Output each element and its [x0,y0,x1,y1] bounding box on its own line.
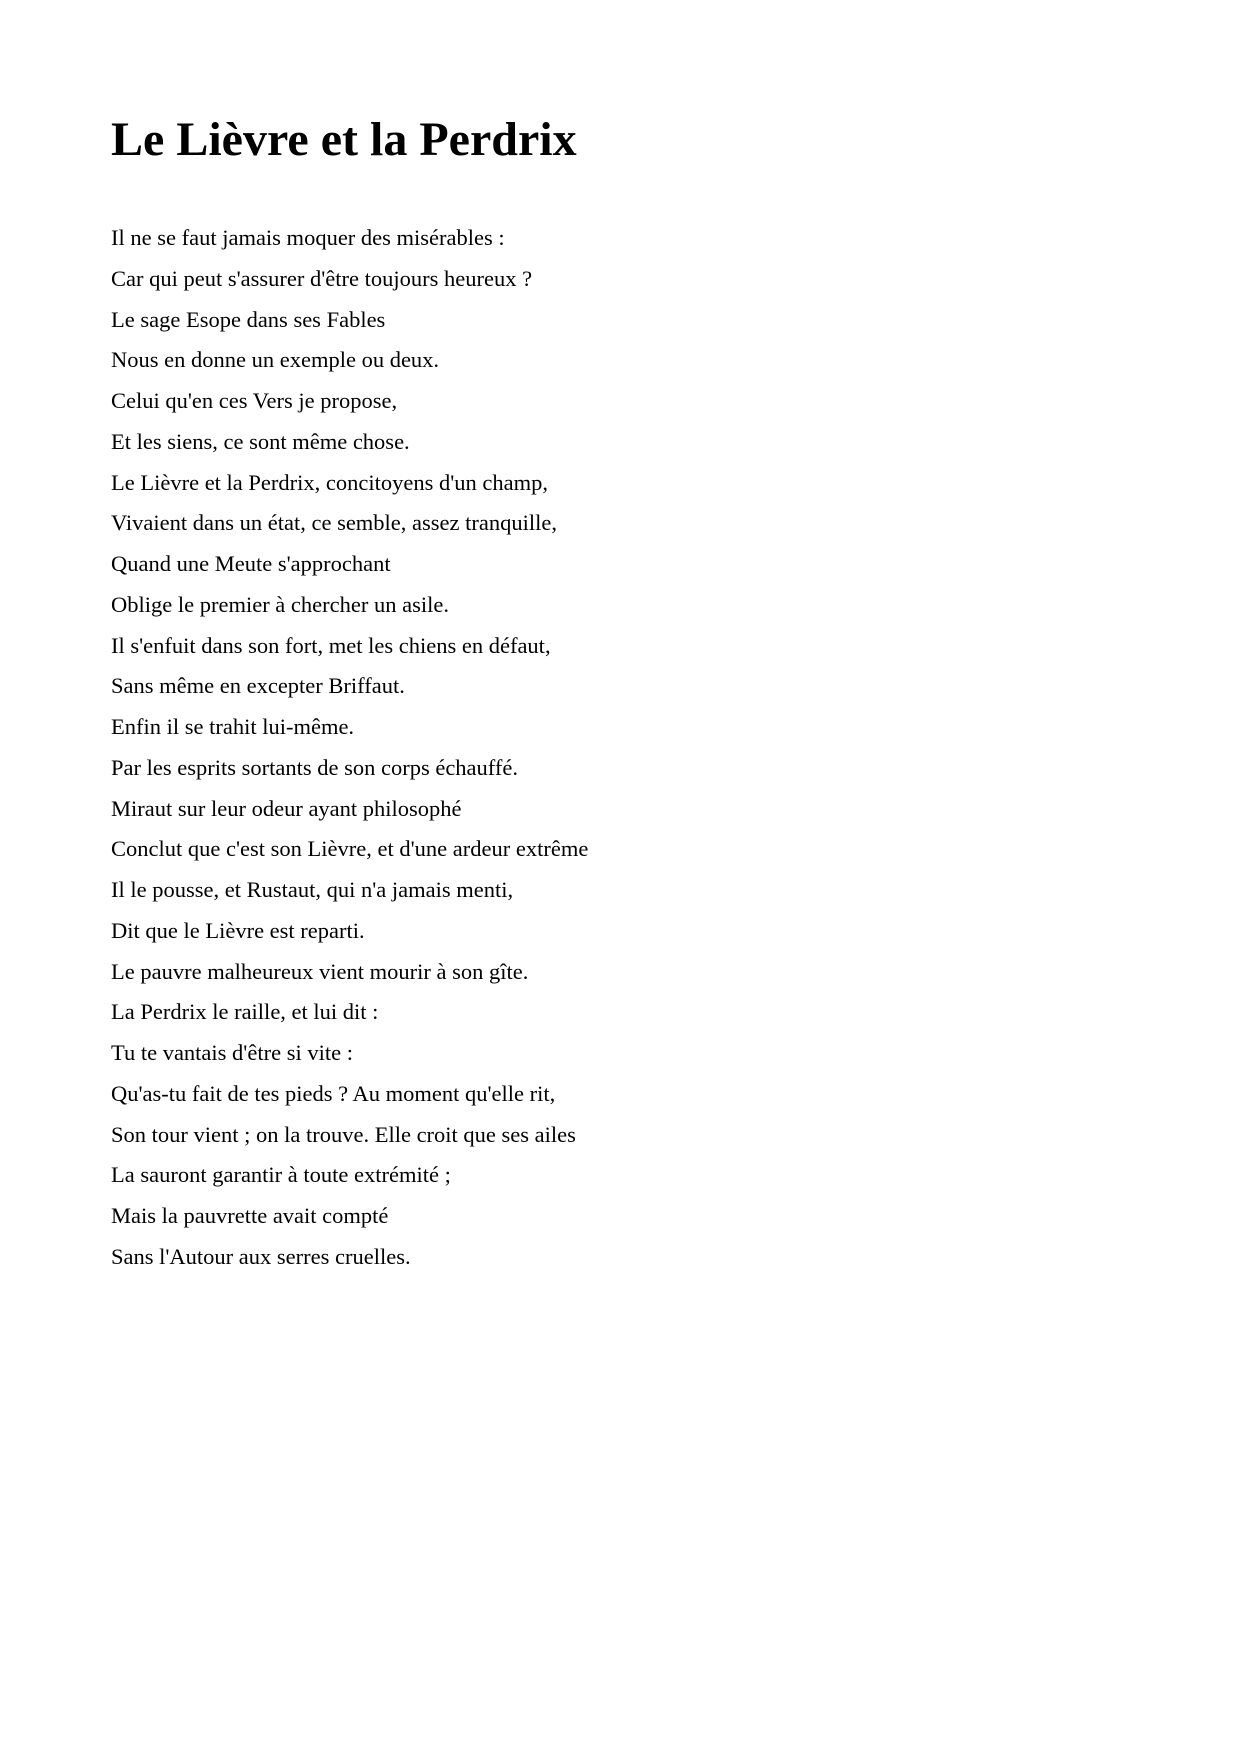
verse-line: Oblige le premier à chercher un asile. [111,591,449,617]
verse-line: Le sage Esope dans ses Fables [111,306,386,332]
verse-line: Le pauvre malheureux vient mourir à son gîte. [111,958,529,984]
verse-line: Le Lièvre et la Perdrix, concitoyens d'un champ, [111,469,549,495]
verse-line: Il s'enfuit dans son fort, met les chiens en défaut, [111,632,551,658]
poem-verses [111,218,588,1278]
verse-line: Qu'as-tu fait de tes pieds ? Au moment qu'elle rit, [111,1080,556,1106]
verse-line: Son tour vient ; on la trouve. Elle croit que ses ailes [111,1121,576,1147]
verse-line: Conclut que c'est son Lièvre, et d'une ardeur extrême [111,836,589,862]
verse-line: Par les esprits sortants de son corps échauffé. [111,754,518,780]
verse-line: Enfin il se trahit lui-même. [111,714,355,739]
verse-line: Sans l'Autour aux serres cruelles. [111,1243,411,1269]
verse-line: Car qui peut s'assurer d'être toujours heureux ? [111,265,533,291]
verse-line: La sauront garantir à toute extrémité ; [111,1162,451,1188]
verse-line: Il ne se faut jamais moquer des misérables : [111,225,505,250]
verse-line: Dit que le Lièvre est reparti. [111,917,365,943]
verse-line: Sans même en excepter Briffaut. [111,673,405,699]
verse-line: La Perdrix le raille, et lui dit : [111,999,379,1025]
verse-line: Mais la pauvrette avait compté [111,1203,389,1228]
verse-line: Nous en donne un exemple ou deux. [111,347,440,373]
poem-title: Le Lièvre et la Perdrix [111,113,577,166]
verse-line: Il le pousse, et Rustaut, qui n'a jamais menti, [111,877,514,902]
verse-line: Et les siens, ce sont même chose. [111,428,410,454]
verse-line: Celui qu'en ces Vers je propose, [111,388,398,413]
verse-line: Vivaient dans un état, ce semble, assez tranquille, [111,510,557,536]
verse-line: Miraut sur leur odeur ayant philosophé [111,795,462,821]
verse-line: Tu te vantais d'être si vite : [111,1040,353,1065]
verse-line: Quand une Meute s'approchant [111,551,391,576]
